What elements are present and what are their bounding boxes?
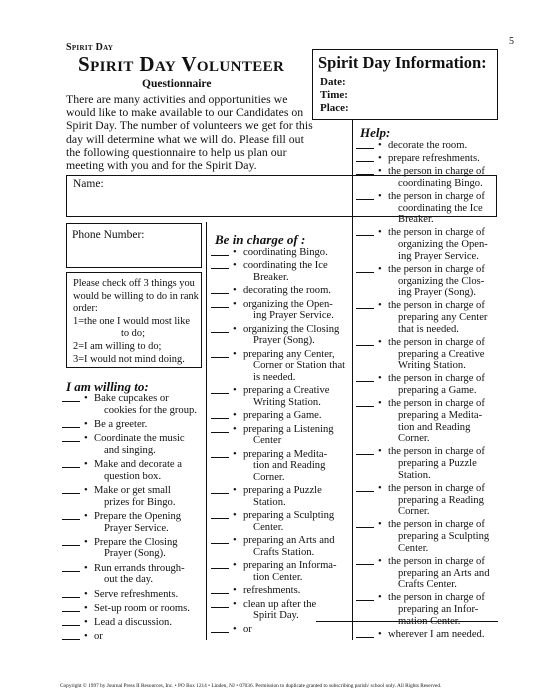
bullet-icon: • (233, 560, 237, 572)
bullet-icon: • (233, 623, 237, 635)
checklist-item (356, 153, 498, 165)
bullet-icon: • (233, 323, 237, 335)
checklist-item-text: tion and Reading (398, 421, 471, 433)
instructions-line: 3=I would not mind doing. (73, 353, 185, 365)
checklist-item-text: question box. (104, 470, 162, 482)
checklist-item-text: the person in charge of (388, 482, 485, 494)
check-blank[interactable] (211, 457, 229, 458)
copyright-footer: Copyright © 1997 by Journal Press II Resources, Inc. • PO Box 1214 • Linden, NJ • 07036. Permission to duplicate granted to subscribing parish/ school only. All Rights Reserved. (60, 683, 442, 689)
bullet-icon: • (84, 602, 88, 614)
checklist-item (62, 419, 204, 431)
checklist-item (62, 589, 204, 601)
checklist-item-text: clean up after the (243, 598, 317, 610)
checklist-item-text: preparing a Puzzle (398, 458, 477, 470)
checklist-item (211, 385, 351, 408)
help-list (356, 140, 498, 641)
bullet-icon: • (378, 153, 382, 165)
checklist-item-text: Prayer (Song). (104, 548, 166, 560)
bullet-icon: • (378, 373, 382, 385)
checklist-item-text: ing Prayer Service. (253, 310, 334, 322)
checklist-item-text: Run errands through- (94, 562, 185, 574)
checklist-item (356, 140, 498, 152)
checklist-item-text: Corner. (398, 433, 430, 445)
bullet-icon: • (378, 592, 382, 604)
page-subtitle: Questionnaire (142, 78, 212, 90)
checklist-item-text: preparing a Game. (243, 410, 322, 422)
bullet-icon: • (378, 166, 382, 178)
check-blank[interactable] (211, 418, 229, 419)
checklist-item-text: prepare refreshments. (388, 153, 480, 165)
bullet-icon: • (84, 484, 88, 496)
check-blank[interactable] (356, 454, 374, 455)
bullet-icon: • (84, 459, 88, 471)
checklist-item (211, 410, 351, 422)
check-blank[interactable] (356, 527, 374, 528)
instructions-line: 2=I am willing to do; (73, 340, 162, 352)
checklist-item-text: preparing an Arts and (398, 567, 490, 579)
checklist-item-text: Bake cupcakes or (94, 393, 169, 404)
place-label: Place: (320, 102, 349, 114)
checklist-item (211, 247, 351, 259)
bullet-icon: • (84, 562, 88, 574)
charge-heading: Be in charge of : (215, 232, 306, 247)
bullet-icon: • (233, 423, 237, 435)
checklist-item-text: Corner. (253, 472, 285, 483)
check-blank[interactable] (211, 607, 229, 608)
checklist-item-text: Corner. (398, 506, 430, 518)
checklist-item-text: the person in charge of (388, 398, 485, 410)
checklist-item-text: ing Prayer (Song). (398, 287, 476, 299)
checklist-item (356, 191, 498, 226)
checklist-item-text: wherever I am needed. (388, 628, 485, 640)
checklist-item (62, 433, 204, 456)
checklist-item (211, 349, 351, 384)
check-blank[interactable] (211, 332, 229, 333)
checklist-item (62, 537, 204, 560)
checklist-item-text: the person in charge of (388, 446, 485, 458)
info-box-title: Spirit Day Information: (318, 53, 487, 72)
checklist-item (211, 585, 351, 597)
checklist-item (356, 227, 498, 262)
check-blank[interactable] (211, 255, 229, 256)
checklist-item (62, 459, 204, 482)
checklist-item-text: preparing any Center (398, 312, 488, 324)
check-blank[interactable] (356, 345, 374, 346)
check-blank[interactable] (356, 406, 374, 407)
checklist-item-text: the person in charge of (388, 190, 485, 202)
bullet-icon: • (378, 482, 382, 494)
help-heading: Help: (360, 125, 391, 140)
bullet-icon: • (233, 348, 237, 360)
check-blank[interactable] (62, 427, 80, 428)
bullet-icon: • (378, 263, 382, 275)
checklist-item-text: preparing an Infor- (398, 604, 479, 616)
check-blank[interactable] (356, 199, 374, 200)
column-divider (206, 222, 207, 640)
bullet-icon: • (378, 519, 382, 531)
check-blank[interactable] (211, 543, 229, 544)
check-blank[interactable] (211, 293, 229, 294)
checklist-item-text: that is needed. (398, 323, 459, 335)
bullet-icon: • (378, 300, 382, 312)
check-blank[interactable] (62, 597, 80, 598)
bullet-icon: • (233, 535, 237, 547)
bullet-icon: • (233, 385, 237, 397)
checklist-item-text: Coordinate the music (94, 433, 185, 445)
check-blank[interactable] (356, 308, 374, 309)
charge-list (211, 247, 351, 635)
overline-label: Spirit Day (66, 42, 114, 53)
bullet-icon: • (378, 628, 382, 640)
checklist-item-text: Center. (398, 542, 429, 554)
bullet-icon: • (233, 510, 237, 522)
checklist-item-text: mation Center. (398, 615, 461, 627)
checklist-item-text: organizing the Open- (398, 239, 488, 251)
checklist-item-text: preparing a Listening (243, 423, 334, 435)
check-blank[interactable] (211, 357, 229, 358)
checklist-item (62, 617, 204, 629)
checklist-item-text: preparing an Informa- (243, 560, 337, 572)
checklist-item-text: preparing a Puzzle (243, 485, 322, 497)
checklist-item (356, 483, 498, 518)
bullet-icon: • (233, 285, 237, 297)
name-label: Name: (73, 178, 104, 190)
checklist-item-text: the person in charge of (388, 373, 485, 385)
willing-list (62, 393, 204, 643)
instructions-text (73, 278, 199, 366)
checklist-item (211, 260, 351, 283)
bullet-icon: • (378, 190, 382, 202)
check-blank[interactable] (356, 272, 374, 273)
bullet-icon: • (84, 393, 88, 404)
checklist-item-text: decorating the room. (243, 285, 331, 297)
checklist-item (62, 563, 204, 586)
check-blank[interactable] (62, 571, 80, 572)
check-blank[interactable] (211, 593, 229, 594)
bullet-icon: • (233, 448, 237, 460)
bullet-icon: • (378, 227, 382, 239)
check-blank[interactable] (356, 148, 374, 149)
check-blank[interactable] (356, 174, 374, 175)
checklist-item-text: Make or get small (94, 484, 171, 496)
check-blank[interactable] (356, 161, 374, 162)
checklist-item-text: or (94, 631, 103, 643)
checklist-item-text: Crafts Station. (253, 547, 315, 558)
checklist-item (211, 449, 351, 484)
checklist-item (356, 264, 498, 299)
checklist-item-text: the person in charge of (388, 555, 485, 567)
bullet-icon: • (84, 418, 88, 430)
checklist-item-text: tion and Reading (253, 460, 326, 472)
intro-paragraph: There are many activities and opportunities we would like to make available to our Candidates on Spirit Day. The number of volunteers we get for this day will determine what we will do. Please fill out the following questionnaire to help us plan our meeting with you and for the Spirit Day. (66, 92, 313, 173)
checklist-item-text: is needed. (253, 372, 296, 383)
checklist-item (356, 446, 498, 481)
bullet-icon: • (233, 260, 237, 272)
date-label: Date: (320, 76, 346, 88)
checklist-item (356, 556, 498, 591)
checklist-item-text: preparing a Medita- (243, 448, 328, 460)
checklist-item-text: the person in charge of (388, 519, 485, 531)
checklist-item (356, 592, 498, 627)
checklist-item-text: preparing an Arts and (243, 535, 335, 547)
checklist-item-text: cookies for the group. (104, 404, 197, 416)
checklist-item-text: Prayer Service. (104, 522, 169, 534)
bullet-icon: • (84, 588, 88, 600)
bullet-icon: • (84, 616, 88, 628)
bullet-icon: • (233, 598, 237, 610)
bullet-icon: • (233, 485, 237, 497)
checklist-item (211, 324, 351, 347)
checklist-item (211, 599, 351, 622)
checklist-item-text: ing Prayer Service. (398, 250, 479, 262)
check-blank[interactable] (356, 564, 374, 565)
checklist-item-text: Be a greeter. (94, 418, 148, 430)
checklist-item-text: preparing a Creative (243, 385, 330, 397)
page-title: Spirit Day Volunteer (78, 52, 285, 76)
checklist-item-text: coordinating Bingo. (398, 177, 483, 189)
checklist-item-text: the person in charge of (388, 592, 485, 604)
check-blank[interactable] (62, 611, 80, 612)
checklist-item-text: out the day. (104, 574, 154, 586)
checklist-item-text: Center. (253, 522, 284, 533)
checklist-item-text: the person in charge of (388, 300, 485, 312)
checklist-item (62, 511, 204, 534)
checklist-item (211, 560, 351, 583)
time-label: Time: (320, 89, 348, 101)
checklist-item-text: Prayer (Song). (253, 335, 315, 347)
checklist-item-text: decorate the room. (388, 140, 468, 151)
bullet-icon: • (378, 398, 382, 410)
phone-label: Phone Number: (72, 229, 145, 241)
checklist-item (356, 629, 498, 641)
checklist-item-text: organizing the Open- (243, 298, 333, 310)
check-blank[interactable] (62, 493, 80, 494)
checklist-item-text: prizes for Bingo. (104, 496, 176, 508)
checklist-item (62, 393, 204, 416)
bullet-icon: • (378, 140, 382, 151)
bullet-icon: • (233, 298, 237, 310)
check-blank[interactable] (211, 307, 229, 308)
check-blank[interactable] (211, 432, 229, 433)
checklist-item (211, 285, 351, 297)
instructions-line: to do; (121, 328, 145, 340)
checklist-item-text: Spirit Day. (253, 610, 299, 622)
checklist-item-text: Station. (398, 469, 431, 481)
bullet-icon: • (84, 631, 88, 643)
checklist-item-text: preparing a Sculpting (243, 510, 335, 522)
instructions-line: Please check off 3 things you would be willing to do in rank order: (73, 278, 199, 315)
checklist-item (211, 624, 351, 636)
checklist-item-text: coordinating Bingo. (243, 247, 328, 258)
checklist-item-text: Corner or Station that (253, 360, 346, 372)
checklist-item-text: preparing a Medita- (398, 409, 483, 421)
checklist-item-text: or (243, 623, 252, 635)
checklist-item (211, 510, 351, 533)
checklist-item (356, 398, 498, 445)
checklist-item-text: tion Center. (253, 572, 303, 583)
checklist-item (356, 300, 498, 335)
checklist-item-text: Writing Station. (398, 360, 466, 372)
checklist-item-text: preparing a Reading (398, 494, 484, 506)
checklist-item-text: Set-up room or rooms. (94, 602, 190, 614)
page-number: 5 (509, 36, 514, 47)
checklist-item-text: Writing Station. (253, 397, 321, 408)
bullet-icon: • (84, 510, 88, 522)
checklist-item-text: Breaker. (398, 214, 434, 226)
check-blank[interactable] (211, 493, 229, 494)
checklist-item-text: organizing the Clos- (398, 275, 485, 287)
checklist-item (62, 631, 204, 643)
checklist-item-text: Crafts Center. (398, 579, 457, 591)
checklist-item-text: Breaker. (253, 272, 289, 283)
checklist-item-text: Lead a discussion. (94, 616, 172, 628)
bottom-rule (316, 621, 498, 622)
checklist-item-text: Center (253, 435, 282, 447)
checklist-item-text: Make and decorate a (94, 459, 182, 471)
check-blank[interactable] (62, 467, 80, 468)
checklist-item-text: preparing a Sculpting (398, 531, 490, 543)
checklist-item-text: preparing any Center, (243, 348, 335, 360)
bullet-icon: • (84, 536, 88, 548)
check-blank[interactable] (356, 637, 374, 638)
check-blank[interactable] (62, 441, 80, 442)
checklist-item-text: the person in charge of (388, 263, 485, 275)
checklist-item-text: the person in charge of (388, 336, 485, 348)
bullet-icon: • (233, 247, 237, 258)
check-blank[interactable] (211, 632, 229, 633)
bullet-icon: • (233, 410, 237, 422)
bullet-icon: • (84, 433, 88, 445)
check-blank[interactable] (211, 393, 229, 394)
checklist-item-text: Serve refreshments. (94, 588, 179, 600)
checklist-item (356, 166, 498, 189)
checklist-item-text: the person in charge of (388, 166, 485, 178)
checklist-item (356, 373, 498, 396)
bullet-icon: • (378, 336, 382, 348)
check-blank[interactable] (62, 401, 80, 402)
instructions-line: 1=the one I would most like (73, 315, 190, 327)
checklist-item-text: Station. (253, 497, 286, 508)
checklist-item-text: preparing a Creative (398, 348, 485, 360)
checklist-item-text: organizing the Closing (243, 323, 340, 335)
checklist-item (211, 424, 351, 447)
check-blank[interactable] (62, 639, 80, 640)
check-blank[interactable] (211, 568, 229, 569)
check-blank[interactable] (62, 545, 80, 546)
check-blank[interactable] (211, 518, 229, 519)
check-blank[interactable] (211, 268, 229, 269)
column-divider (352, 120, 353, 640)
checklist-item (356, 337, 498, 372)
checklist-item-text: Prepare the Closing (94, 536, 178, 548)
checklist-item (211, 299, 351, 322)
check-blank[interactable] (356, 235, 374, 236)
check-blank[interactable] (356, 600, 374, 601)
checklist-item-text: the person in charge of (388, 227, 485, 239)
check-blank[interactable] (62, 625, 80, 626)
bullet-icon: • (378, 555, 382, 567)
willing-heading: I am willing to: (66, 379, 149, 394)
check-blank[interactable] (356, 381, 374, 382)
checklist-item (356, 519, 498, 554)
checklist-item-text: coordinating the Ice (243, 260, 328, 272)
check-blank[interactable] (62, 519, 80, 520)
checklist-item-text: Prepare the Opening (94, 510, 182, 522)
checklist-item (62, 603, 204, 615)
checklist-item-text: preparing a Game. (398, 385, 477, 397)
checklist-item-text: coordinating the Ice (398, 202, 483, 214)
checklist-item-text: and singing. (104, 444, 156, 456)
check-blank[interactable] (356, 491, 374, 492)
checklist-item-text: refreshments. (243, 585, 301, 597)
checklist-item (211, 485, 351, 508)
checklist-item (62, 485, 204, 508)
checklist-item (211, 535, 351, 558)
bullet-icon: • (378, 446, 382, 458)
bullet-icon: • (233, 585, 237, 597)
